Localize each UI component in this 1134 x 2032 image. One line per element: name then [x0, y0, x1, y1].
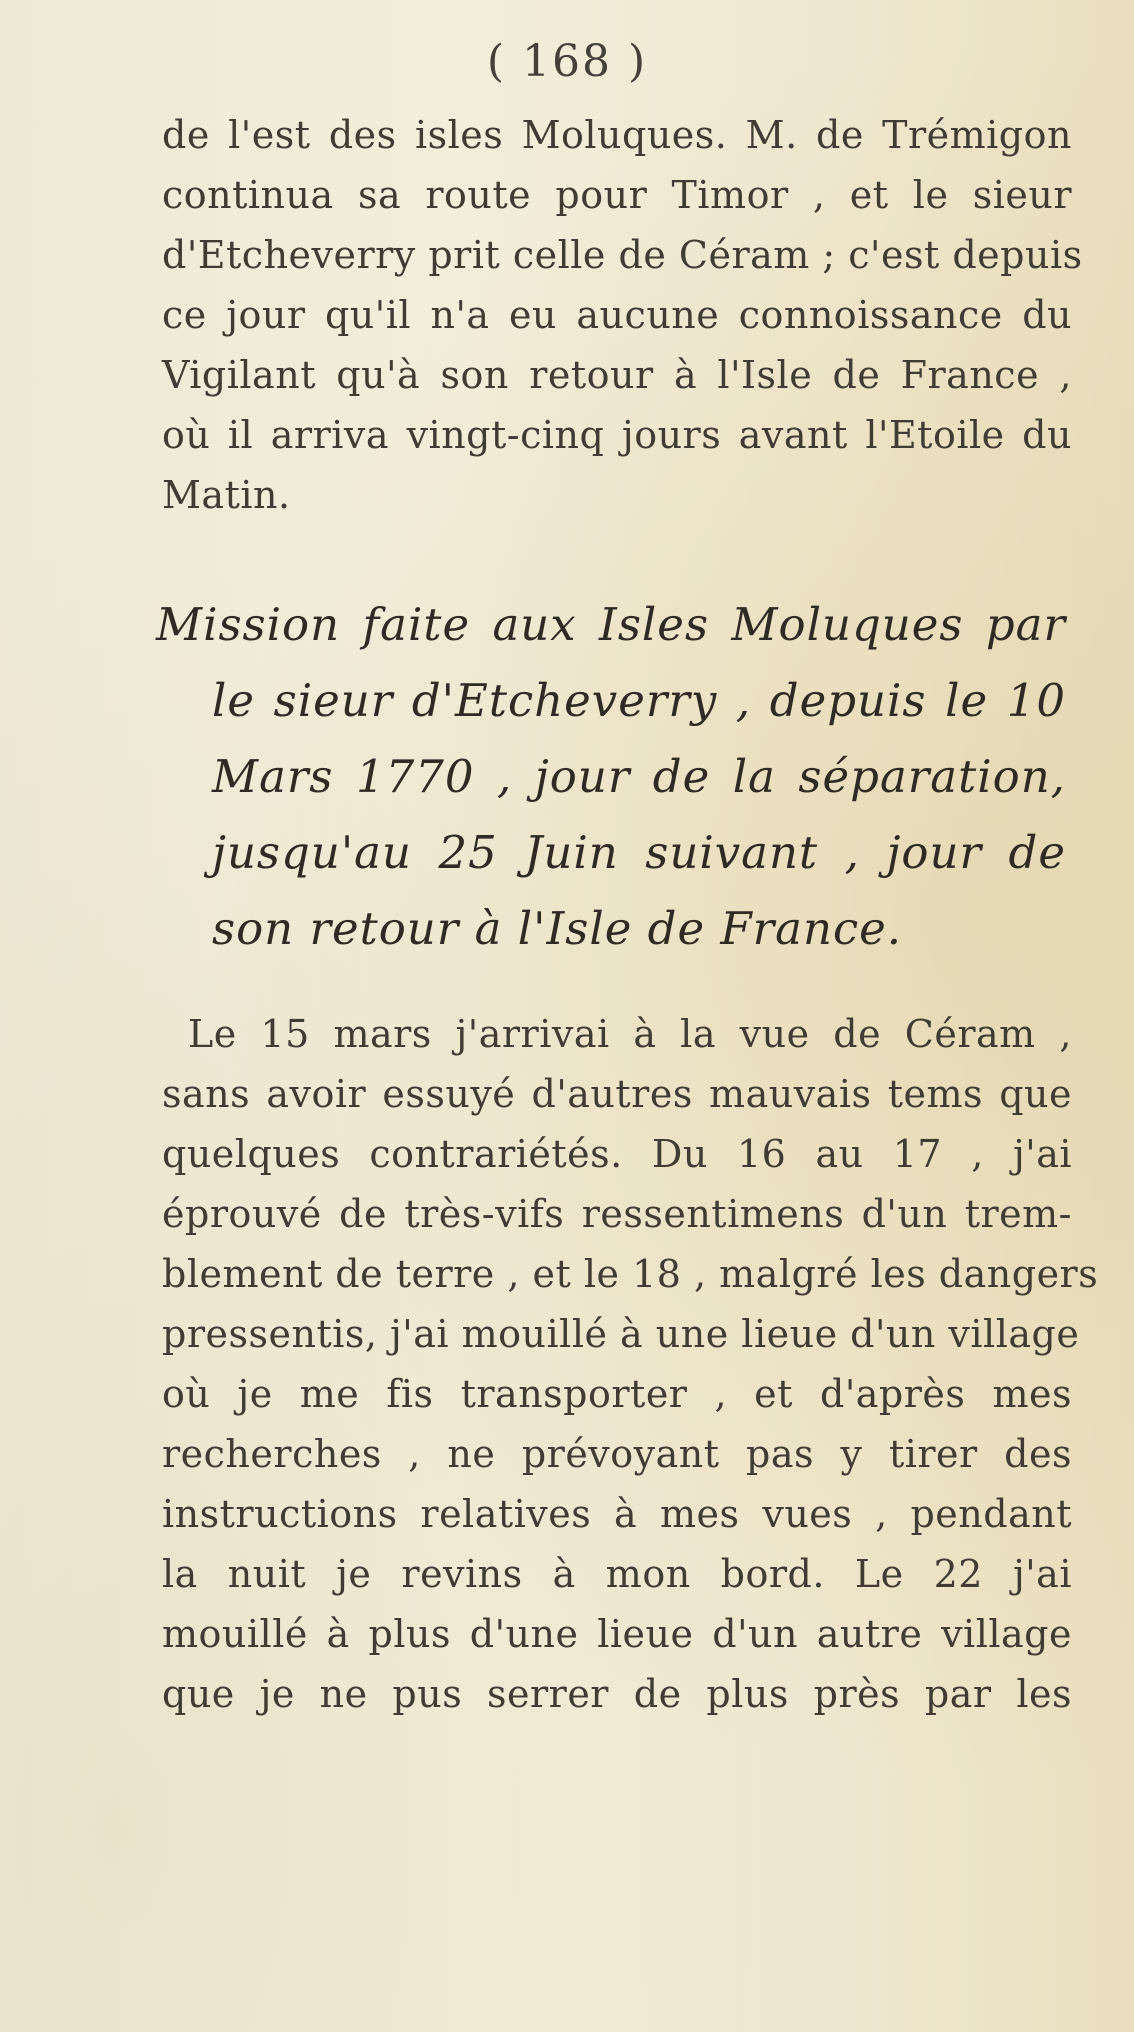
- section-heading-line: Mission faite aux Isles Moluques par: [156, 598, 1066, 651]
- text-line: pressentis, j'ai mouillé à une lieue d'un village: [162, 1312, 1080, 1356]
- page-number: ( 168 ): [486, 36, 648, 87]
- text-line: de l'est des isles Moluques. M. de Trémigon: [162, 113, 1072, 157]
- section-heading-line: jusqu'au 25 Juin suivant , jour de: [212, 826, 1066, 879]
- text-line: quelques contrariétés. Du 16 au 17 , j'ai: [162, 1132, 1072, 1176]
- text-line: la nuit je revins à mon bord. Le 22 j'ai: [162, 1552, 1072, 1596]
- text-line: où je me fis transporter , et d'après mes: [162, 1372, 1072, 1416]
- text-line: éprouvé de très-vifs ressentimens d'un trem-: [162, 1192, 1072, 1236]
- text-line: d'Etcheverry prit celle de Céram ; c'est depuis: [162, 233, 1083, 277]
- section-heading-line: son retour à l'Isle de France.: [212, 902, 903, 955]
- text-line: sans avoir essuyé d'autres mauvais tems que: [162, 1072, 1072, 1116]
- text-line: instructions relatives à mes vues , pendant: [162, 1492, 1072, 1536]
- text-line: blement de terre , et le 18 , malgré les dangers: [162, 1252, 1099, 1296]
- section-heading-line: Mars 1770 , jour de la séparation,: [212, 750, 1066, 803]
- text-line: ce jour qu'il n'a eu aucune connoissance du: [162, 293, 1072, 337]
- text-line: Le 15 mars j'arrivai à la vue de Céram ,: [188, 1012, 1072, 1056]
- text-line: où il arriva vingt-cinq jours avant l'Etoile du: [162, 413, 1072, 457]
- section-heading-line: le sieur d'Etcheverry , depuis le 10: [212, 674, 1066, 727]
- text-line: Vigilant qu'à son retour à l'Isle de France ,: [162, 353, 1072, 397]
- text-line: recherches , ne prévoyant pas y tirer des: [162, 1432, 1072, 1476]
- text-line: continua sa route pour Timor , et le sieur: [162, 173, 1072, 217]
- text-line: Matin.: [162, 473, 291, 517]
- text-line: mouillé à plus d'une lieue d'un autre village: [162, 1612, 1072, 1656]
- text-line: que je ne pus serrer de plus près par les: [162, 1672, 1072, 1716]
